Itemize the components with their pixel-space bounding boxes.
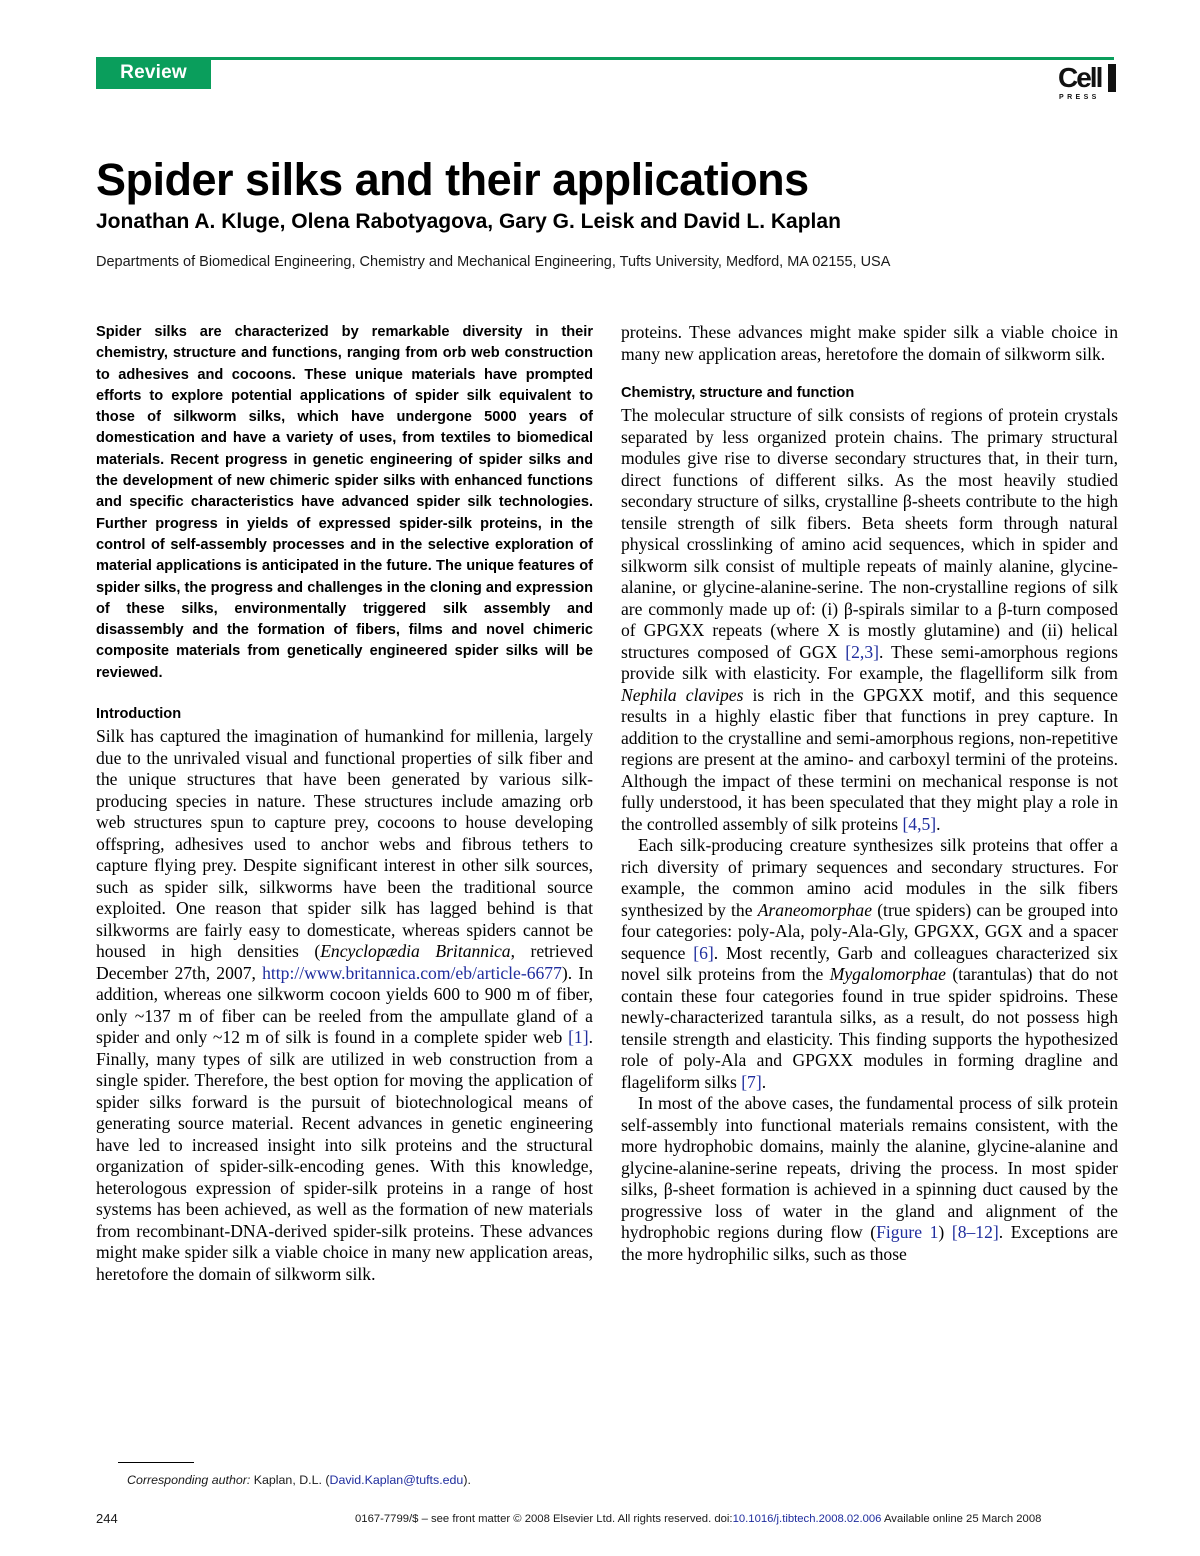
- chem-p1-a: The molecular structure of silk consists of regions of protein crystals separated by less organized protein chains. The primary structural modules give rise to diverse secondary structures that, in their turn, direct functions of different silks. As the most heavily studied secondary structure of silks, crystalline β-sheets contribute to the high tensile strength of silk fibers. Beta sheets form through natural physical crosslinking of amino acid sequences, which in spider and silkworm silk consist of multiple repeats of mainly alanine, glycine-alanine, or glycine-alanine-serine. The non-crystalline regions of silk are commonly made up of: (i) β-spirals similar to a β-turn composed of GPGXX repeats (where X is mostly glutamine) and (ii) helical structures composed of GGX: [621, 405, 1118, 662]
- corresponding-author-label: Corresponding author:: [127, 1473, 251, 1487]
- introduction-paragraph: [96, 726, 593, 1285]
- chem-p2-d: (tarantulas) that do not contain these four categories found in true spider spidroins. These newly-characterized tarantula silks, as a result, do not possess high tensile strength and elasticity. This finding supports the hypothesized role of poly-Ala and GPGXX modules in forming dragline and flageliform silks: [621, 964, 1118, 1092]
- cell-press-subtext: PRESS: [1059, 94, 1100, 101]
- intro-text-b: , retrieved December 27th, 2007,: [96, 941, 594, 983]
- cell-press-bar: [1108, 64, 1116, 92]
- chem-p3-a: In most of the above cases, the fundamental process of silk protein self-assembly into functional materials remains consistent, with the more hydrophobic domains, mainly the alanine, glycine-alanine and glycine-alanine-serine repeats, driving the process. In most spider silks, β-sheet formation is achieved in a spinning duct caused by the progressive loss of water in the gland and alignment of the hydrophobic regions during flow (: [621, 1093, 1118, 1242]
- britannica-link[interactable]: http://www.britannica.com/eb/article-6677: [262, 962, 562, 983]
- species-name-nephila: Nephila clavipes: [621, 684, 744, 705]
- chem-p1-c: is rich in the GPGXX motif, and this sequence results in a highly elastic fiber that functions in prey capture. In addition to the crystalline and semi-amorphous regions, non-repetitive regions are present at the amino- and carboxyl termini of the proteins. Although the impact of these termini on mechanical response is not fully understood, it has been speculated that they might play a role in the controlled assembly of silk proteins: [621, 684, 1118, 834]
- cell-press-wordmark: Cell: [1058, 62, 1102, 93]
- author-list: Jonathan A. Kluge, Olena Rabotyagova, Gary G. Leisk and David L. Kaplan: [96, 210, 841, 233]
- species-name-mygalomorphae: Mygalomorphae: [829, 964, 946, 984]
- column-left: [96, 322, 593, 1285]
- intro-continuation-text: proteins. These advances might make spider silk a viable choice in many new application areas, heretofore the domain of silkworm silk.: [621, 322, 1118, 364]
- chem-p2-b: (true spiders) can be grouped into four categories: poly-Ala, poly-Ala-Gly, GPGXX, GGX and a spacer sequence: [621, 899, 1118, 963]
- article-type-badge: Review: [96, 57, 211, 89]
- corresponding-author-email[interactable]: David.Kaplan@tufts.edu: [329, 1473, 464, 1487]
- page-number: 244: [96, 1511, 118, 1526]
- issn-copyright-text: 0167-7799/$ – see front matter © 2008 Elsevier Ltd. All rights reserved. doi:: [355, 1513, 733, 1525]
- chemistry-paragraph-3: [621, 1093, 1118, 1265]
- intro-text-a: Silk has captured the imagination of humankind for millenia, largely due to the unrivaled visual and functional properties of silk fiber and the unique structures that have been generated by various silk-producing species in nature. These structures include amazing orb web structures spun to capture prey, cocoons to house developing offspring, adhesives used to anchor webs and fibrous tethers to capture flying prey. Despite significant interest in other silk sources, such as spider silk, silkworms have been the traditional source exploited. One reason that spider silk has lagged behind is that silkworms are fairly easy to domesticate, whereas spiders cannot be housed in high densities (: [96, 726, 593, 962]
- corresponding-author-note: [127, 1472, 607, 1488]
- corresponding-author-name: Kaplan, D.L. (: [250, 1473, 330, 1487]
- chem-p3-c: . Exceptions are the more hydrophilic silks, such as those: [621, 1222, 1118, 1264]
- chemistry-paragraph-1: [621, 405, 1118, 835]
- available-online-text: Available online 25 March 2008: [881, 1513, 1042, 1525]
- chem-p1-b: . These semi-amorphous regions provide silk with elasticity. For example, the flagelliform silk from: [621, 641, 1118, 683]
- intro-text-d: . Finally, many types of silk are utilized in web construction from a single spider. Therefore, the best option for moving the application of spider silks forward is the pursuit of biotechnological means of generating source material. Recent advances in genetic engineering have led to increased insight into silk proteins and the structural organization of spider-silk-encoding genes. With this knowledge, heterologous expression of spider-silk proteins in a range of host systems has been achieved, as well as the formation of new materials from recombinant-DNA-derived spider-silk proteins. These advances might make spider silk a viable choice in many new application areas, heretofore the domain of silkworm silk.: [96, 1027, 593, 1284]
- column-right: [621, 322, 1118, 1265]
- reference-link-8-12[interactable]: [8–12]: [951, 1222, 999, 1242]
- chem-p2-e: .: [761, 1071, 767, 1092]
- copyright-line: [355, 1512, 1117, 1527]
- abstract: Spider silks are characterized by remarkable diversity in their chemistry, structure and functions, ranging from orb web construction to adhesives and cocoons. These unique materials have prompted efforts to explore potential applications of spider silk equivalent to those of silkworm silks, which have undergone 5000 years of domestication and have a variety of uses, from textiles to biomedical materials. Recent progress in genetic engineering of spider silks and the development of new chimeric spider silks with enhanced functions and specific characteristics have advanced spider silk technologies. Further progress in yields of expressed spider-silk proteins, in the control of self-assembly processes and in the selective exploration of material applications is anticipated in the future. The unique features of spider silks, the progress and challenges in the cloning and expression of these silks, environmentally triggered silk assembly and disassembly and the formation of fibers, films and novel chimeric composite materials from genetically engineered spider silks will be reviewed.: [96, 324, 593, 681]
- reference-link-6[interactable]: [6]: [693, 942, 714, 963]
- affiliation: Departments of Biomedical Engineering, Chemistry and Mechanical Engineering, Tufts University, Medford, MA 02155, USA: [96, 254, 891, 270]
- header-accent-rule: [96, 57, 1114, 60]
- chemistry-paragraph-2: [621, 835, 1118, 1093]
- section-heading-chemistry: Chemistry, structure and function: [621, 385, 855, 401]
- reference-link-7[interactable]: [7]: [741, 1071, 762, 1092]
- reference-link-4-5[interactable]: [4,5]: [902, 813, 937, 834]
- page-title: Spider silks and their applications: [96, 154, 809, 206]
- chem-p1-d: .: [936, 813, 941, 834]
- species-name-araneomorphae: Araneomorphae: [757, 899, 873, 920]
- corresponding-author-tail: ).: [463, 1473, 471, 1487]
- doi-link[interactable]: 10.1016/j.tibtech.2008.02.006: [732, 1513, 882, 1525]
- section-heading-introduction: Introduction: [96, 706, 182, 723]
- figure-link-1[interactable]: Figure 1: [876, 1222, 939, 1242]
- footnote-divider: [118, 1462, 194, 1463]
- cell-press-logo: [1058, 64, 1116, 104]
- reference-link-2-3[interactable]: [2,3]: [845, 641, 879, 662]
- intro-text-c: ). In addition, whereas one silkworm cocoon yields 600 to 900 m of fiber, only ~137 m of fiber can be reeled from the ampullate gland of a spider and only ~12 m of silk is found in a complete spider web: [96, 962, 593, 1048]
- intro-citation-title: Encyclopædia Britannica: [320, 941, 511, 962]
- chem-p2-a: Each silk-producing creature synthesizes silk proteins that offer a rich diversity of primary sequences and secondary structures. For example, the common amino acid modules in the silk fibers synthesized by the: [621, 835, 1118, 920]
- reference-link-1[interactable]: [1]: [568, 1027, 589, 1048]
- chem-p2-c: . Most recently, Garb and colleagues characterized six novel silk proteins from the: [621, 942, 1118, 984]
- chem-p3-b: ): [938, 1222, 952, 1242]
- introduction-continuation: [621, 322, 1118, 365]
